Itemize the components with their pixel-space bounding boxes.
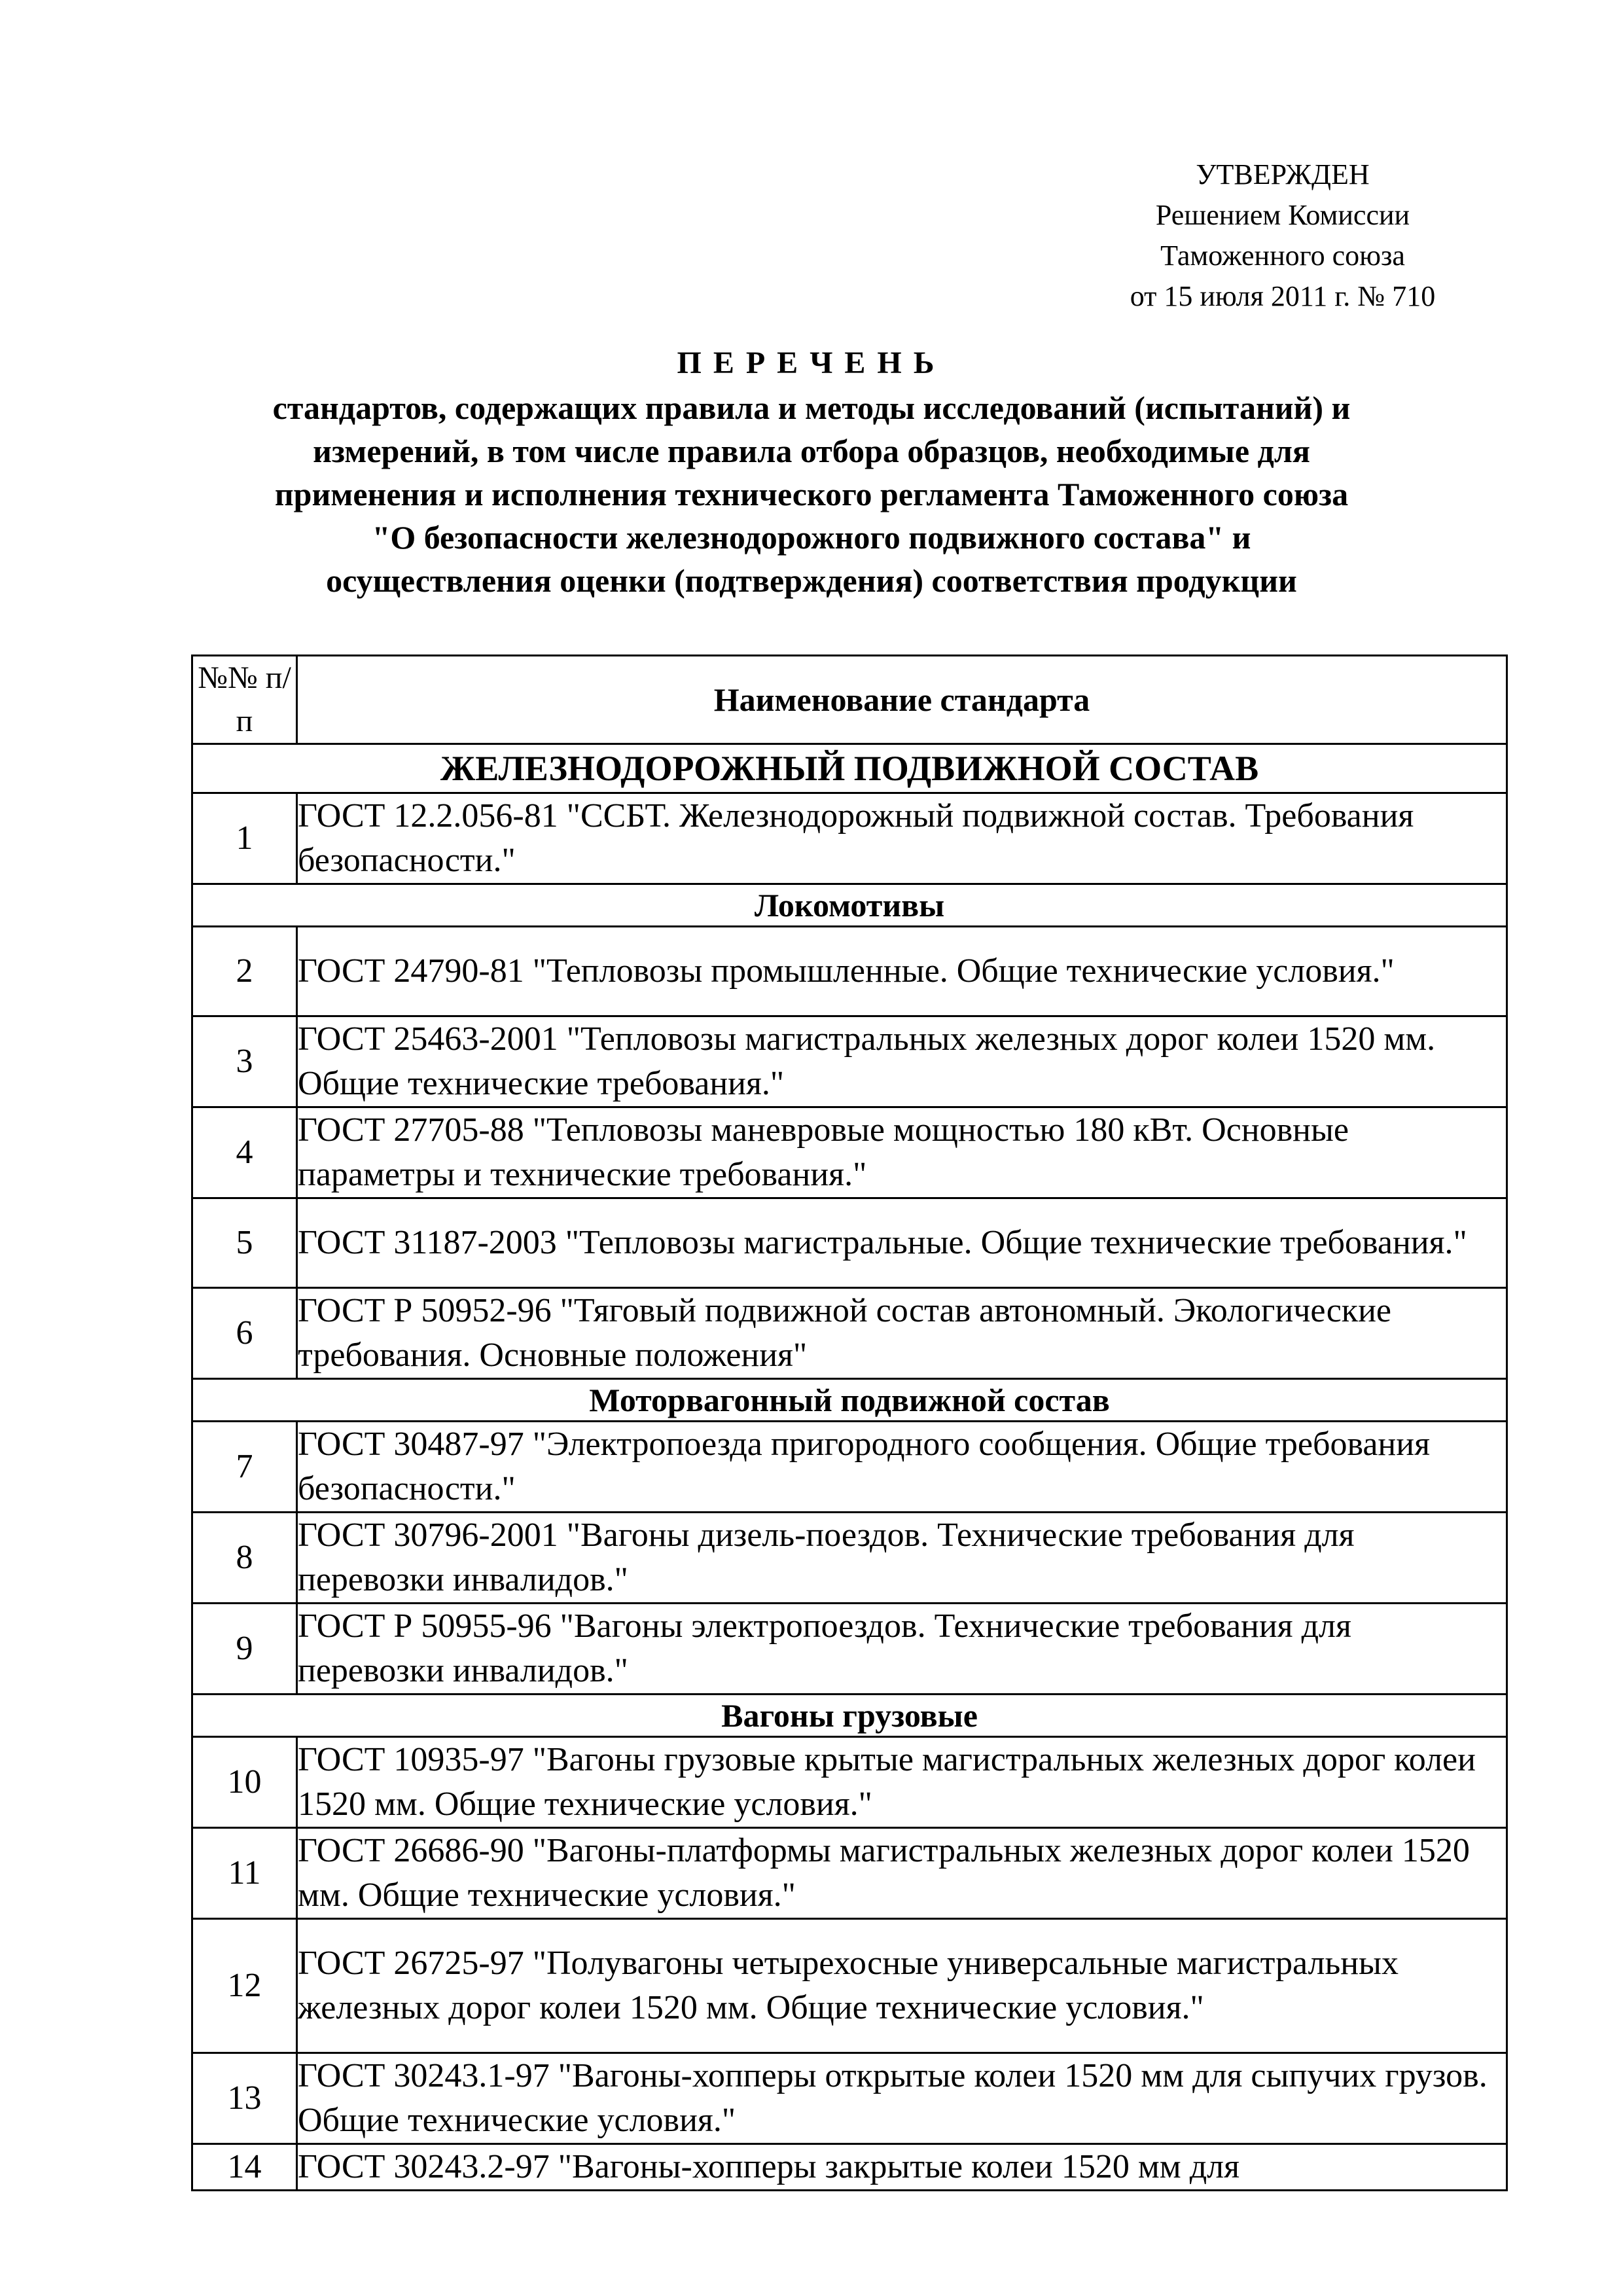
standard-name: ГОСТ 30796-2001 "Вагоны дизель-поездов. Технические требования для перевозки инвалидов." [297,1513,1507,1604]
standard-name: ГОСТ 12.2.056-81 "ССБТ. Железнодорожный подвижной состав. Требования безопасности." [297,793,1507,884]
standards-table [191,655,1508,2191]
section-row [192,1695,1507,1737]
document-subtitle [170,386,1453,602]
table-row [192,1288,1507,1379]
row-number: 10 [192,1737,297,1828]
standard-name: ГОСТ 30487-97 "Электропоезда пригородного сообщения. Общие требования безопасности." [297,1422,1507,1513]
standard-name: ГОСТ Р 50955-96 "Вагоны электропоездов. Технические требования для перевозки инвалидов." [297,1604,1507,1695]
row-number: 6 [192,1288,297,1379]
table-row [192,1422,1507,1513]
column-header-name: Наименование стандарта [297,656,1507,744]
standard-name: ГОСТ 31187-2003 "Тепловозы магистральные. Общие технические требования." [297,1198,1507,1288]
row-number: 11 [192,1828,297,1919]
column-header-number: №№ п/п [192,656,297,744]
table-row [192,1016,1507,1107]
subtitle-line: стандартов, содержащих правила и методы исследований (испытаний) и [272,389,1351,426]
standard-name: ГОСТ 26725-97 "Полувагоны четырехосные универсальные магистральных железных дорог колеи 1520 мм. Общие технические условия." [297,1919,1507,2053]
section-heading-freight-wagons: Вагоны грузовые [192,1695,1507,1737]
row-number: 14 [192,2144,297,2191]
table-row [192,1604,1507,1695]
table-header-row [192,656,1507,744]
row-number: 13 [192,2053,297,2144]
approval-line-decision: Решением Комиссии [1155,199,1410,231]
table-row [192,1107,1507,1198]
standard-name: ГОСТ 27705-88 "Тепловозы маневровые мощностью 180 кВт. Основные параметры и технические требования." [297,1107,1507,1198]
section-row [192,744,1507,793]
row-number: 12 [192,1919,297,2053]
standard-name: ГОСТ 26686-90 "Вагоны-платформы магистральных железных дорог колеи 1520 мм. Общие технические условия." [297,1828,1507,1919]
standard-name: ГОСТ 25463-2001 "Тепловозы магистральных железных дорог колеи 1520 мм. Общие технические требования." [297,1016,1507,1107]
approval-line-date: от 15 июля 2011 г. № 710 [1130,280,1436,312]
row-number: 7 [192,1422,297,1513]
table-row [192,927,1507,1016]
table-row [192,1919,1507,2053]
section-heading-locomotives: Локомотивы [192,884,1507,927]
section-row [192,884,1507,927]
table-row [192,793,1507,884]
row-number: 3 [192,1016,297,1107]
section-heading-rolling-stock: ЖЕЛЕЗНОДОРОЖНЫЙ ПОДВИЖНОЙ СОСТАВ [192,744,1507,793]
document-title: ПЕРЕЧЕНЬ [677,346,946,380]
subtitle-line: "О безопасности железнодорожного подвижного состава" и [372,519,1251,556]
subtitle-line: применения и исполнения технического регламента Таможенного союза [274,476,1349,512]
standard-name: ГОСТ 30243.2-97 "Вагоны-хопперы закрытые колеи 1520 мм для [297,2144,1507,2191]
row-number: 9 [192,1604,297,1695]
subtitle-line: осуществления оценки (подтверждения) соответствия продукции [326,562,1297,599]
table-row [192,1198,1507,1288]
table-row [192,1737,1507,1828]
row-number: 1 [192,793,297,884]
table-row [192,2144,1507,2191]
table-row [192,1828,1507,1919]
row-number: 2 [192,927,297,1016]
standard-name: ГОСТ 30243.1-97 "Вагоны-хопперы открытые колеи 1520 мм для сыпучих грузов. Общие технические условия." [297,2053,1507,2144]
approval-line-union: Таможенного союза [1160,240,1405,272]
approval-stamp [1073,154,1492,317]
row-number: 8 [192,1513,297,1604]
section-row [192,1379,1507,1422]
row-number: 4 [192,1107,297,1198]
document-title-block [170,340,1453,602]
standard-name: ГОСТ Р 50952-96 "Тяговый подвижной состав автономный. Экологические требования. Основные положения" [297,1288,1507,1379]
approval-line-approved: УТВЕРЖДЕН [1196,158,1370,190]
standard-name: ГОСТ 10935-97 "Вагоны грузовые крытые магистральных железных дорог колеи 1520 мм. Общие технические условия." [297,1737,1507,1828]
table-row [192,2053,1507,2144]
standard-name: ГОСТ 24790-81 "Тепловозы промышленные. Общие технические условия." [297,927,1507,1016]
section-heading-multiple-units: Моторвагонный подвижной состав [192,1379,1507,1422]
table-row [192,1513,1507,1604]
subtitle-line: измерений, в том числе правила отбора образцов, необходимые для [313,433,1310,469]
row-number: 5 [192,1198,297,1288]
